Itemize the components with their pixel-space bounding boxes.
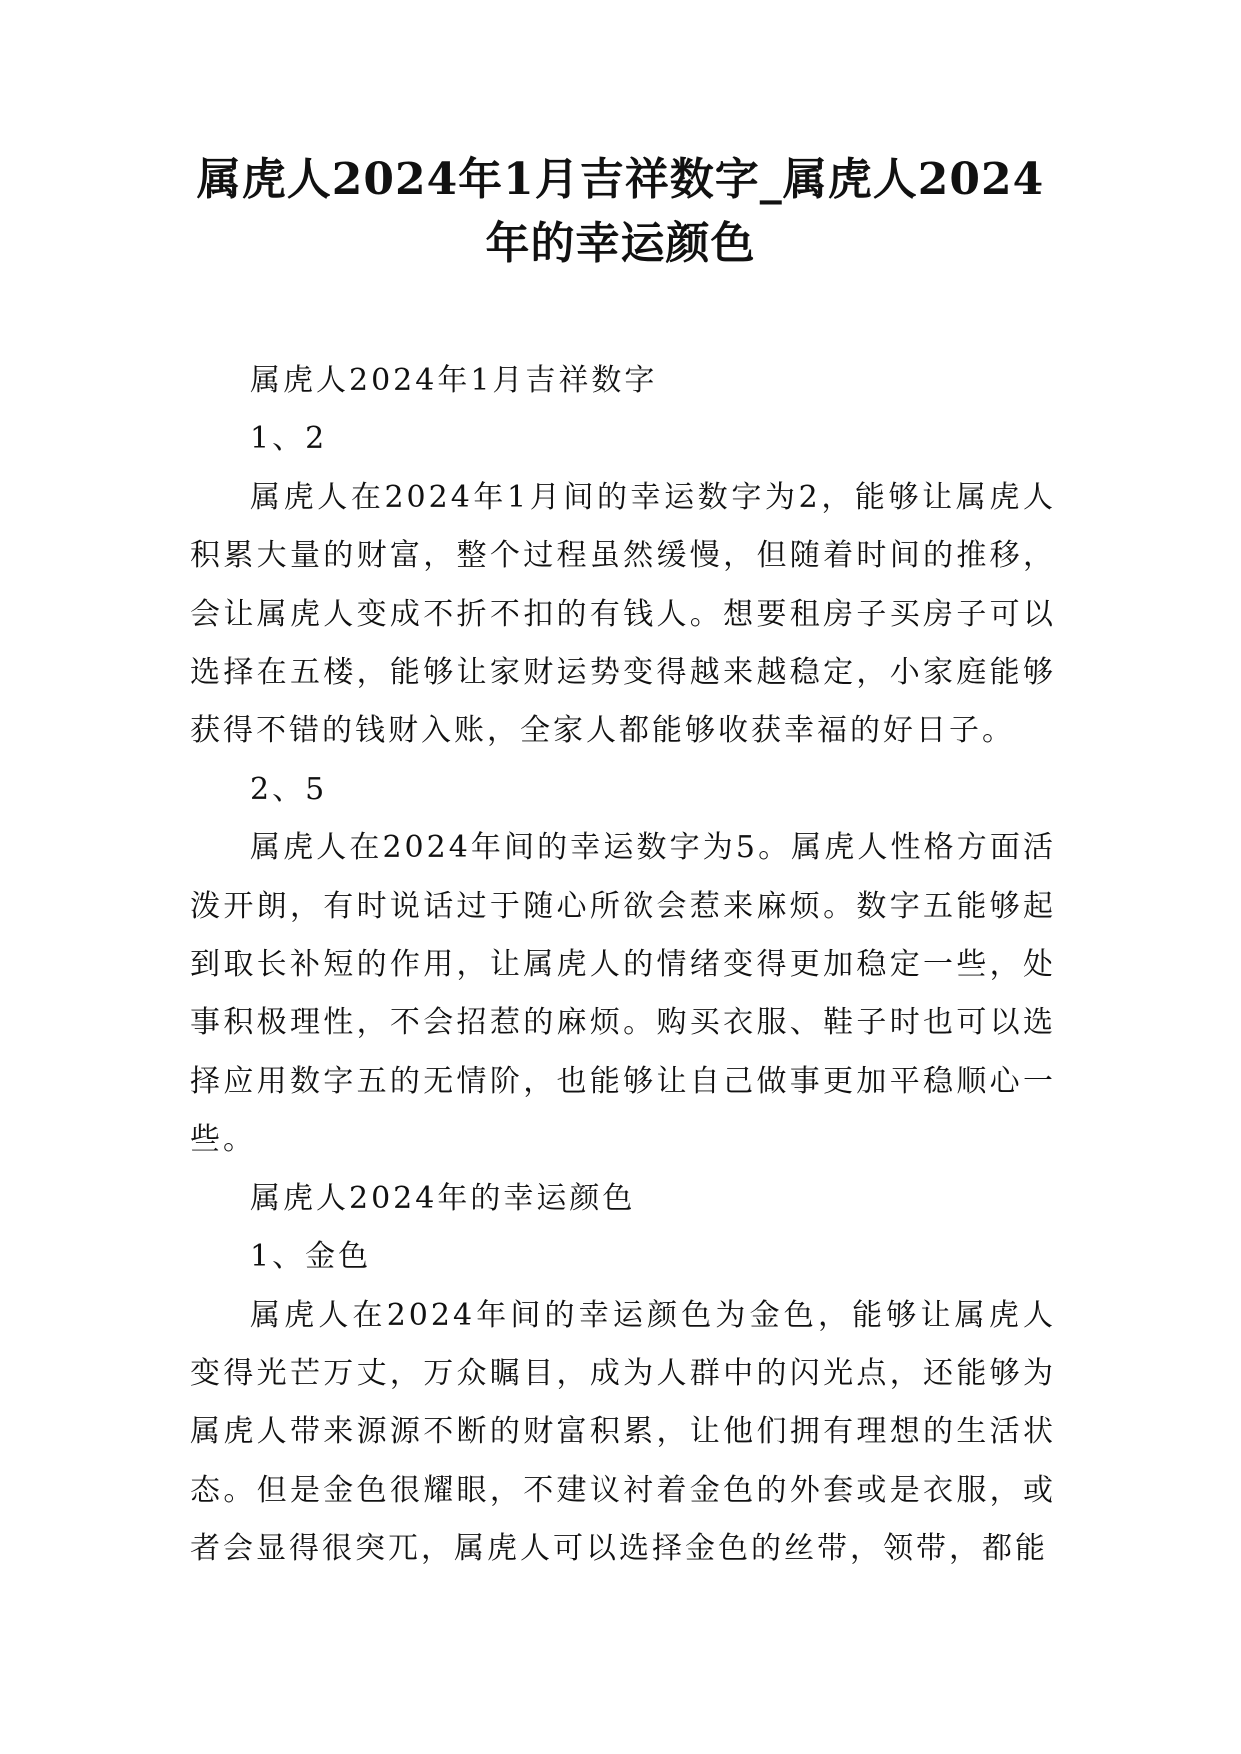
- document-title: [150, 148, 1091, 276]
- list-item-gold: 1、金色: [250, 1239, 372, 1275]
- title-line-1: 属虎人2024年1月吉祥数字_属虎人2024: [196, 154, 1045, 205]
- paragraph-gold: 属虎人在2024年间的幸运颜色为金色，能够让属虎人变得光芒万丈，万众瞩目，成为人群中的闪光点，还能够为属虎人带来源源不断的财富积累，让他们拥有理想的生活状态。但是金色很耀眼，不建议衬着金色的外套或是衣服，或者会显得很突兀，属虎人可以选择金色的丝带，领带，都能: [190, 1297, 1056, 1567]
- section-heading-colors: 属虎人2024年的幸运颜色: [250, 1180, 636, 1216]
- document-body: [190, 352, 1056, 1579]
- title-line-2: 年的幸运颜色: [485, 218, 756, 269]
- list-item-number-2: 1、2: [250, 421, 328, 457]
- paragraph-number-2: 属虎人在2024年1月间的幸运数字为2，能够让属虎人积累大量的财富，整个过程虽然缓慢，但随着时间的推移，会让属虎人变成不折不扣的有钱人。想要租房子买房子可以选择在五楼，能够让家财运势变得越来越稳定，小家庭能够获得不错的钱财入账，全家人都能够收获幸福的好日子。: [190, 479, 1056, 749]
- section-heading-numbers: 属虎人2024年1月吉祥数字: [250, 363, 658, 398]
- list-item-number-5: 2、5: [250, 771, 328, 807]
- paragraph-number-5: 属虎人在2024年间的幸运数字为5。属虎人性格方面活泼开朗，有时说话过于随心所欲会惹来麻烦。数字五能够起到取长补短的作用，让属虎人的情绪变得更加稳定一些，处事积极理性，不会招惹的麻烦。购买衣服、鞋子时也可以选择应用数字五的无情阶，也能够让自己做事更加平稳顺心一些。: [190, 830, 1056, 1158]
